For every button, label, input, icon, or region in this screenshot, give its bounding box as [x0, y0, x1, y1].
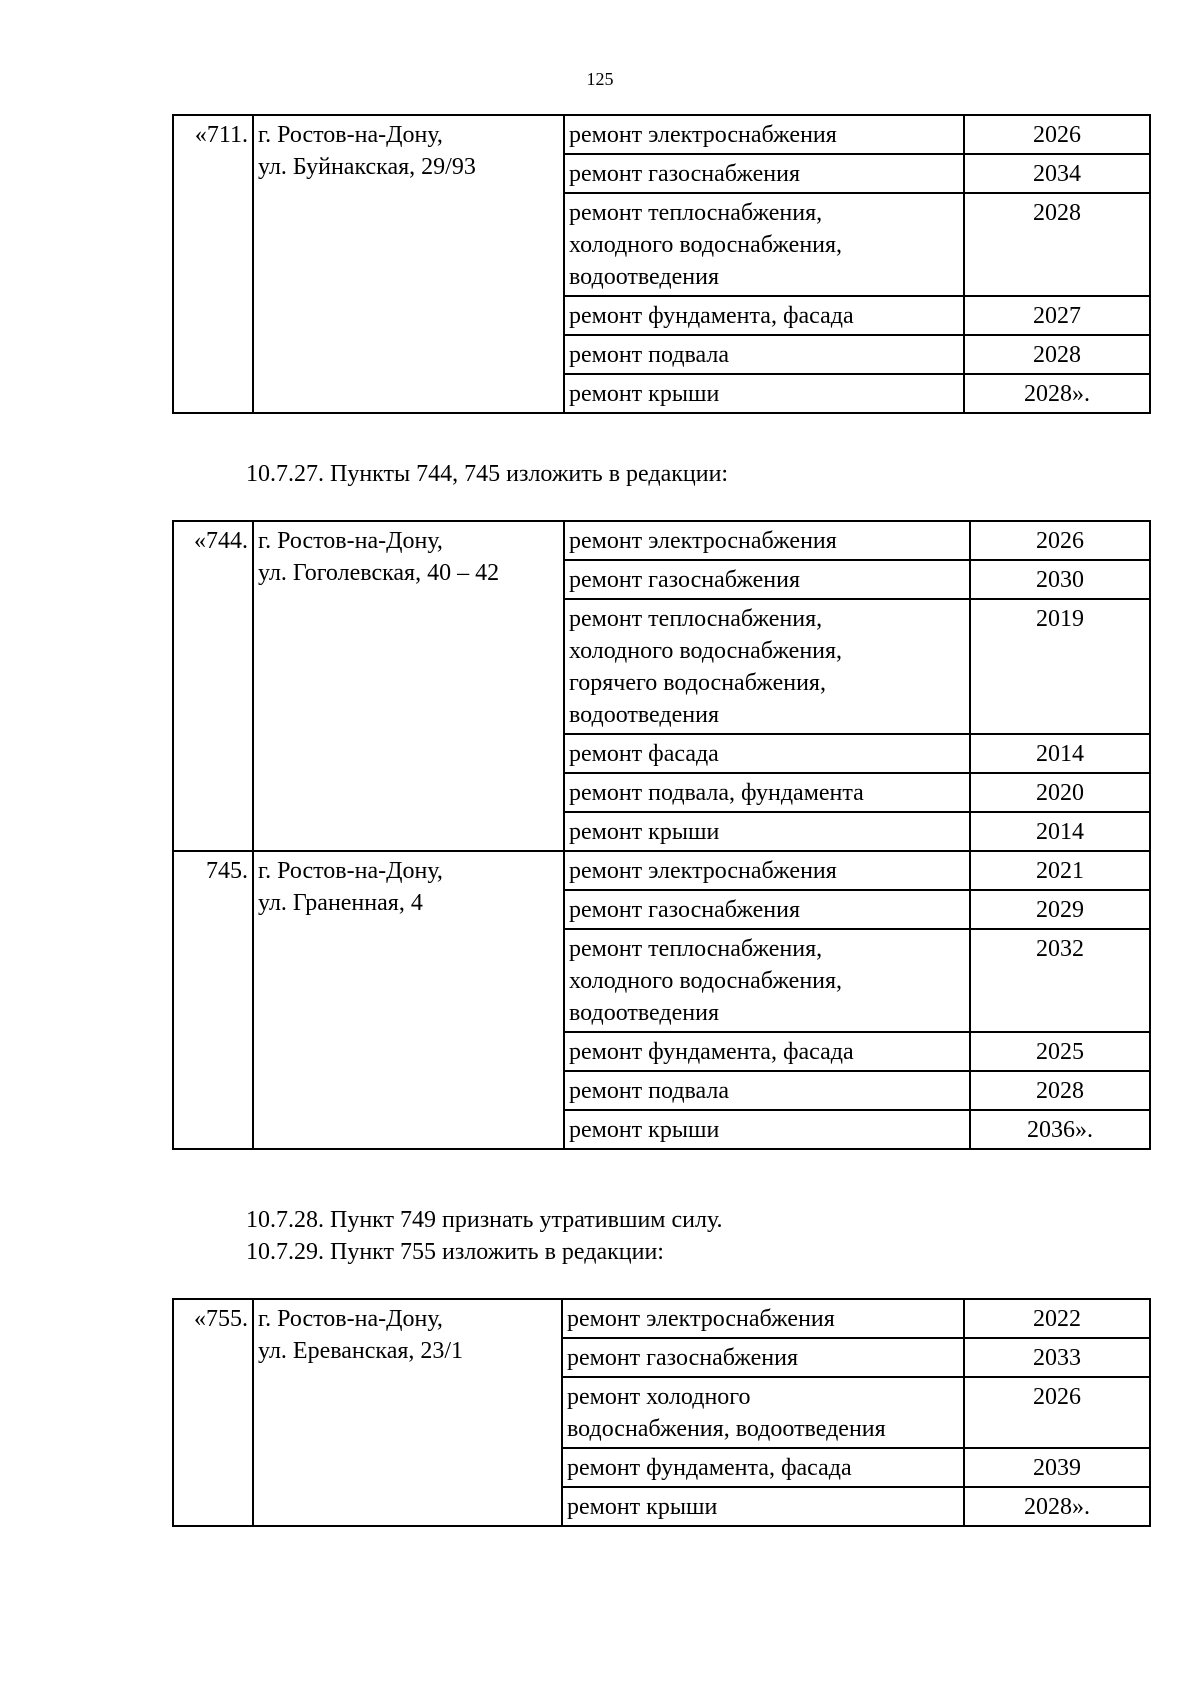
address-line: г. Ростов-на-Дону,: [258, 858, 443, 884]
address-line: ул. Буйнакская, 29/93: [258, 154, 476, 180]
work-type-line: горячего водоснабжения,: [569, 670, 826, 696]
work-type-cell: [564, 599, 970, 734]
work-type-line: ремонт теплоснабжения,: [569, 200, 823, 226]
work-type-cell: [564, 335, 964, 374]
address-line: ул. Ереванская, 23/1: [258, 1338, 464, 1364]
table-row: [173, 1299, 1150, 1338]
work-type-line: водоотведения: [569, 1000, 719, 1026]
table-row: [173, 115, 1150, 154]
year-cell: 2034: [964, 154, 1150, 193]
year-cell: 2028».: [964, 374, 1150, 413]
work-type-line: холодного водоснабжения,: [569, 968, 843, 994]
address-line: ул. Гоголевская, 40 – 42: [258, 560, 500, 586]
table-row: [173, 851, 1150, 890]
work-type-cell: [564, 890, 970, 929]
work-type-line: ремонт электроснабжения: [569, 122, 837, 148]
work-type-line: ремонт теплоснабжения,: [569, 936, 823, 962]
work-type-cell: [564, 560, 970, 599]
work-type-line: ремонт газоснабжения: [569, 897, 801, 923]
work-type-cell: [564, 115, 964, 154]
work-type-cell: [564, 929, 970, 1032]
work-type-line: ремонт крыши: [567, 1494, 718, 1520]
item-number: 745.: [173, 851, 253, 1149]
work-type-line: ремонт электроснабжения: [567, 1306, 835, 1332]
table-body: [173, 1299, 1150, 1526]
address-line: г. Ростов-на-Дону,: [258, 1306, 443, 1332]
work-type-cell: [564, 296, 964, 335]
address-line: г. Ростов-на-Дону,: [258, 528, 443, 554]
year-cell: 2025: [970, 1032, 1150, 1071]
year-cell: 2039: [964, 1448, 1150, 1487]
page-number: 125: [586, 69, 614, 89]
work-type-cell: [564, 734, 970, 773]
year-cell: 2019: [970, 599, 1150, 734]
year-cell: 2028».: [964, 1487, 1150, 1526]
year-cell: 2027: [964, 296, 1150, 335]
address-cell: [253, 851, 564, 1149]
work-type-cell: [564, 374, 964, 413]
table-item-711: [172, 114, 1151, 414]
item-number: «744.: [173, 521, 253, 851]
work-type-cell: [562, 1299, 964, 1338]
year-cell: 2033: [964, 1338, 1150, 1377]
year-cell: 2032: [970, 929, 1150, 1032]
work-type-cell: [564, 812, 970, 851]
work-type-cell: [562, 1487, 964, 1526]
address-line: ул. Граненная, 4: [258, 890, 423, 916]
year-cell: 2028: [964, 193, 1150, 296]
work-type-line: ремонт фасада: [569, 741, 719, 767]
work-type-cell: [564, 773, 970, 812]
item-number: «755.: [173, 1299, 253, 1526]
work-type-line: водоотведения: [569, 702, 719, 728]
work-type-line: ремонт фундамента, фасада: [569, 1039, 854, 1065]
work-type-cell: [564, 1071, 970, 1110]
year-cell: 2030: [970, 560, 1150, 599]
work-type-line: водоотведения: [569, 264, 719, 290]
paragraph-10-7-27: 10.7.27. Пункты 744, 745 изложить в редакции:: [246, 461, 729, 487]
year-cell: 2021: [970, 851, 1150, 890]
work-type-cell: [564, 1032, 970, 1071]
work-type-line: ремонт крыши: [569, 381, 720, 407]
work-type-line: ремонт подвала, фундамента: [569, 780, 864, 806]
work-type-line: ремонт электроснабжения: [569, 858, 837, 884]
work-type-cell: [564, 193, 964, 296]
work-type-cell: [564, 851, 970, 890]
work-type-cell: [562, 1377, 964, 1448]
work-type-line: ремонт подвала: [569, 1078, 730, 1104]
work-type-line: ремонт газоснабжения: [569, 161, 801, 187]
work-type-line: ремонт фундамента, фасада: [569, 303, 854, 329]
work-type-cell: [562, 1338, 964, 1377]
work-type-line: ремонт крыши: [569, 819, 720, 845]
year-cell: 2014: [970, 812, 1150, 851]
item-number: «711.: [173, 115, 253, 413]
work-type-line: ремонт газоснабжения: [569, 567, 801, 593]
work-type-line: холодного водоснабжения,: [569, 232, 843, 258]
address-cell: [253, 1299, 562, 1526]
work-type-line: ремонт холодного: [567, 1384, 751, 1410]
table-items-744-745: [172, 520, 1151, 1150]
year-cell: 2028: [970, 1071, 1150, 1110]
paragraph-10-7-29: 10.7.29. Пункт 755 изложить в редакции:: [246, 1239, 664, 1265]
year-cell: 2020: [970, 773, 1150, 812]
work-type-line: ремонт крыши: [569, 1117, 720, 1143]
year-cell: 2036».: [970, 1110, 1150, 1149]
work-type-cell: [564, 1110, 970, 1149]
address-line: г. Ростов-на-Дону,: [258, 122, 443, 148]
table-body: [173, 115, 1150, 413]
year-cell: 2029: [970, 890, 1150, 929]
table-body: [173, 521, 1150, 1149]
work-type-line: ремонт подвала: [569, 342, 730, 368]
work-type-line: ремонт газоснабжения: [567, 1345, 799, 1371]
address-cell: [253, 115, 564, 413]
year-cell: 2014: [970, 734, 1150, 773]
work-type-cell: [564, 521, 970, 560]
work-type-line: ремонт электроснабжения: [569, 528, 837, 554]
work-type-cell: [562, 1448, 964, 1487]
year-cell: 2022: [964, 1299, 1150, 1338]
year-cell: 2026: [970, 521, 1150, 560]
work-type-line: ремонт фундамента, фасада: [567, 1455, 852, 1481]
work-type-line: ремонт теплоснабжения,: [569, 606, 823, 632]
table-item-755: [172, 1298, 1151, 1527]
year-cell: 2026: [964, 1377, 1150, 1448]
year-cell: 2026: [964, 115, 1150, 154]
table-row: [173, 521, 1150, 560]
address-cell: [253, 521, 564, 851]
work-type-line: холодного водоснабжения,: [569, 638, 843, 664]
year-cell: 2028: [964, 335, 1150, 374]
paragraph-10-7-28: 10.7.28. Пункт 749 признать утратившим силу.: [246, 1207, 723, 1233]
work-type-line: водоснабжения, водоотведения: [567, 1416, 886, 1442]
work-type-cell: [564, 154, 964, 193]
